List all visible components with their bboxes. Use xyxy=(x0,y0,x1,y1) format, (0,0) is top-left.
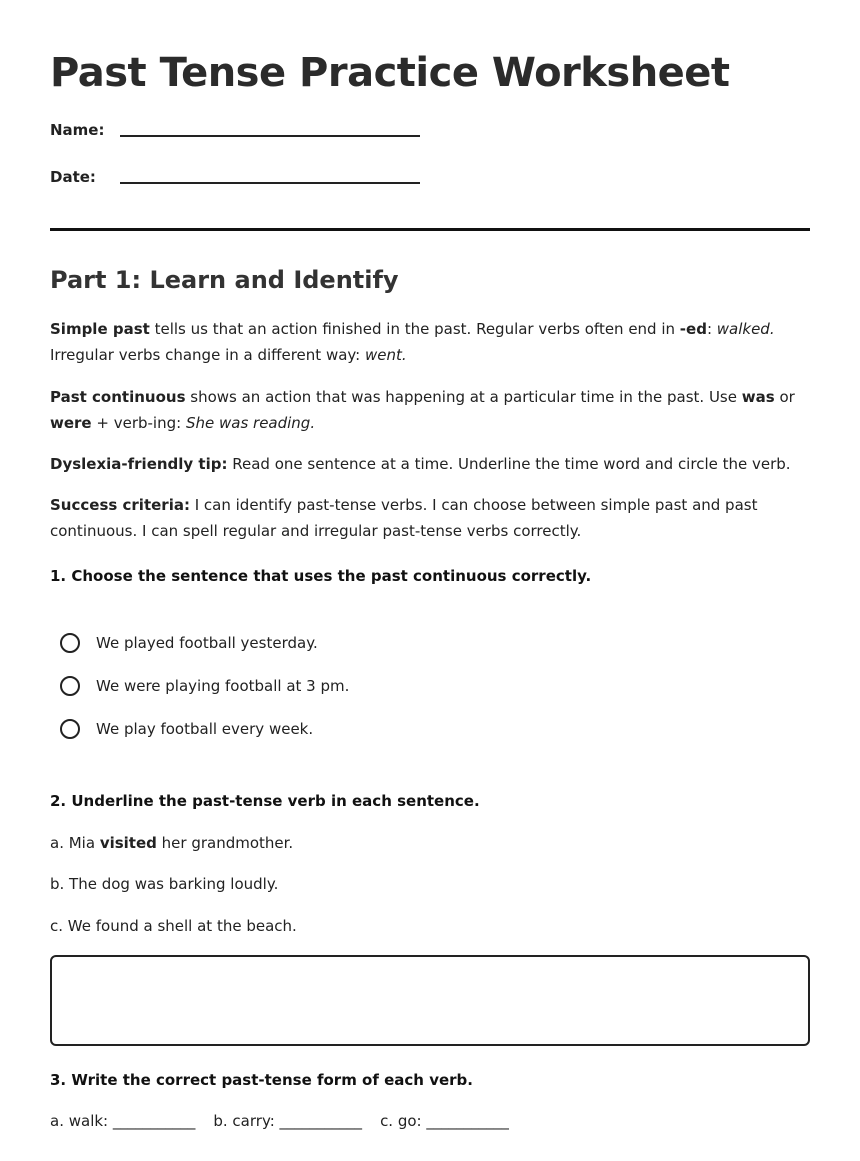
section-divider xyxy=(50,228,810,231)
past-continuous-paragraph xyxy=(50,384,800,436)
question-3-prompt: 3. Write the correct past-tense form of each verb. xyxy=(50,1071,473,1089)
simple-past-text2: : xyxy=(706,320,717,338)
name-line[interactable] xyxy=(120,135,420,137)
simple-past-text1: tells us that an action finished in the past. Regular verbs often end in xyxy=(149,320,680,338)
q3-item-go[interactable]: c. go: ___________ xyxy=(380,1112,509,1130)
tip-label: Dyslexia-friendly tip: xyxy=(50,455,228,473)
date-label: Date: xyxy=(50,168,96,186)
q2-a-verb[interactable]: visited xyxy=(99,834,157,852)
example-walked: walked. xyxy=(716,320,775,338)
q2-a-pre: a. Mia xyxy=(50,834,100,852)
simple-past-text3: Irregular verbs change in a different way: xyxy=(50,346,366,364)
criteria-label: Success criteria: xyxy=(50,496,190,514)
question-2-prompt: 2. Underline the past-tense verb in each sentence. xyxy=(50,792,480,810)
example-went: went. xyxy=(365,346,407,364)
radio-icon[interactable] xyxy=(60,633,80,653)
q3-item-carry[interactable]: b. carry: ___________ xyxy=(213,1112,363,1130)
page-title: Past Tense Practice Worksheet xyxy=(50,50,730,96)
q2-sentence-a[interactable] xyxy=(50,834,293,852)
question-1-prompt: 1. Choose the sentence that uses the past continuous correctly. xyxy=(50,567,592,585)
part1-heading: Part 1: Learn and Identify xyxy=(50,266,399,294)
q2-a-post: her grandmother. xyxy=(156,834,294,852)
tip-paragraph xyxy=(50,451,800,477)
criteria-paragraph xyxy=(50,492,800,544)
date-line[interactable] xyxy=(120,182,420,184)
q3-item-walk[interactable]: a. walk: ___________ xyxy=(50,1112,196,1130)
past-continuous-text2: or xyxy=(774,388,795,406)
q1-option-b[interactable] xyxy=(60,673,349,699)
past-continuous-text3: + verb-ing: xyxy=(91,414,186,432)
q2-sentence-c[interactable]: c. We found a shell at the beach. xyxy=(50,917,297,935)
were-word: were xyxy=(50,414,92,432)
past-continuous-text1: shows an action that was happening at a particular time in the past. Use xyxy=(185,388,742,406)
simple-past-paragraph xyxy=(50,316,800,368)
q2-sentence-b[interactable]: b. The dog was barking loudly. xyxy=(50,875,279,893)
simple-past-term: Simple past xyxy=(50,320,150,338)
q1-option-c-label: We play football every week. xyxy=(96,720,314,738)
q1-option-a-label: We played football yesterday. xyxy=(96,634,318,652)
name-field[interactable] xyxy=(50,121,104,139)
ed-ending: -ed xyxy=(679,320,707,338)
q1-option-a[interactable] xyxy=(60,630,318,656)
was-word: was xyxy=(741,388,775,406)
radio-icon[interactable] xyxy=(60,719,80,739)
past-continuous-term: Past continuous xyxy=(50,388,186,406)
radio-icon[interactable] xyxy=(60,676,80,696)
tip-text: Read one sentence at a time. Underline the time word and circle the verb. xyxy=(227,455,791,473)
date-field[interactable] xyxy=(50,168,96,186)
q3-blanks xyxy=(50,1112,527,1130)
criteria-text: I can identify past-tense verbs. I can choose between simple past and past continuous. I can spell regular and irregular past-tense verbs correctly. xyxy=(50,496,758,540)
q1-option-b-label: We were playing football at 3 pm. xyxy=(96,677,350,695)
example-she-was-reading: She was reading. xyxy=(185,414,316,432)
name-label: Name: xyxy=(50,121,105,139)
q1-option-c[interactable] xyxy=(60,716,313,742)
answer-box[interactable] xyxy=(50,955,810,1046)
